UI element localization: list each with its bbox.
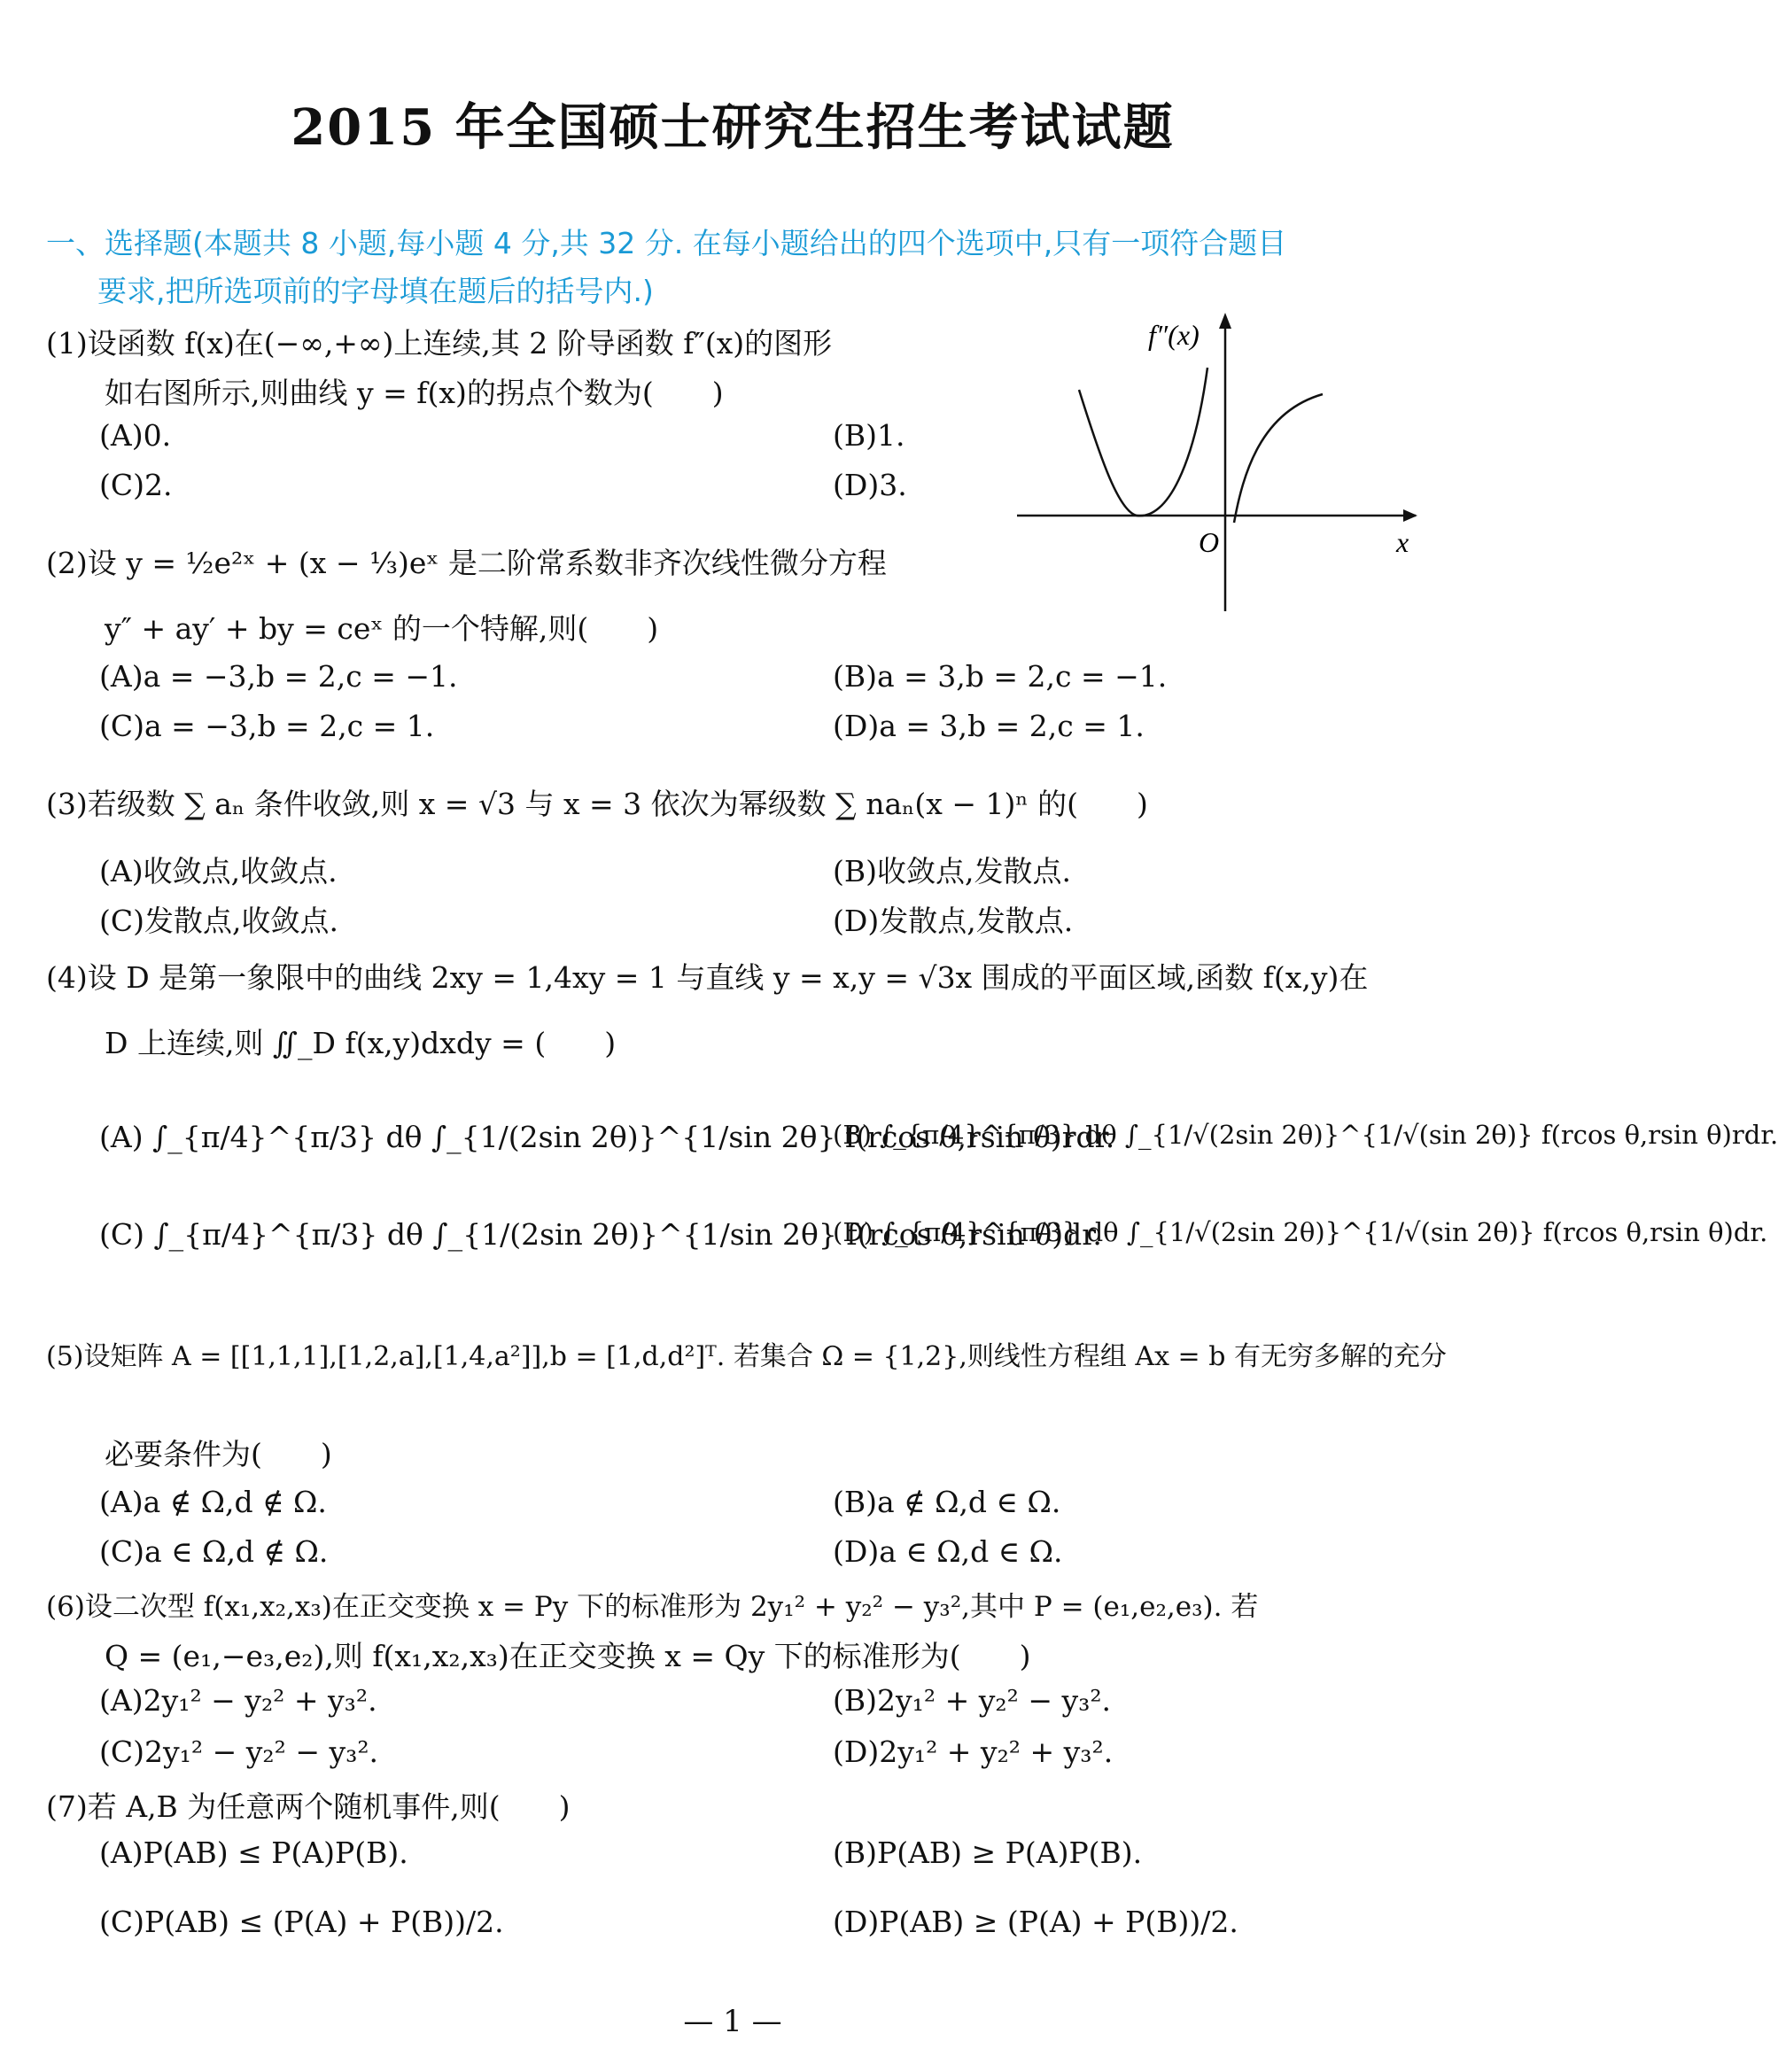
q6-option-b: (B)2y₁² + y₂² − y₃².: [833, 1683, 1112, 1718]
section-header-line1: 一、选择题(本题共 8 小题,每小题 4 分,共 32 分. 在每小题给出的四个选项中,只有一项符合题目: [46, 226, 1287, 260]
q6-stem-line1: (6)设二次型 f(x₁,x₂,x₃)在正交变换 x = Py 下的标准形为 2y₁² + y₂² − y₃²,其中 P = (e₁,e₂,e₃). 若: [46, 1591, 1259, 1623]
x-axis-arrow-icon: [1403, 509, 1417, 522]
q5-option-a: (A)a ∉ Ω,d ∉ Ω.: [99, 1485, 327, 1519]
second-derivative-graph: [1017, 306, 1425, 611]
q2-stem-line1: (2)设 y = ½e²ˣ + (x − ⅓)eˣ 是二阶常系数非齐次线性微分方程: [46, 546, 887, 580]
q6-option-d: (D)2y₁² + y₂² + y₃².: [833, 1734, 1114, 1769]
q1-option-d: (D)3.: [833, 468, 907, 502]
page-title: 2015 年全国硕士研究生招生考试试题: [291, 98, 1175, 157]
curve-left-branch: [1079, 368, 1207, 516]
q7-option-c: (C)P(AB) ≤ (P(A) + P(B))/2.: [99, 1905, 504, 1939]
q2-option-c: (C)a = −3,b = 2,c = 1.: [99, 709, 435, 743]
q2-option-b: (B)a = 3,b = 2,c = −1.: [833, 659, 1168, 694]
graph-ylabel: f″(x): [1148, 319, 1200, 351]
section-header-line2: 要求,把所选项前的字母填在题后的括号内.): [97, 274, 654, 308]
q5-option-b: (B)a ∉ Ω,d ∈ Ω.: [833, 1485, 1061, 1519]
q5-option-d: (D)a ∈ Ω,d ∈ Ω.: [833, 1534, 1063, 1569]
q4-option-b: (B) ∫_{π/4}^{π/3} dθ ∫_{1/√(2sin 2θ)}^{1/√(sin 2θ)} f(rcos θ,rsin θ)rdr.: [833, 1120, 1778, 1150]
q2-stem-line2: y″ + ay′ + by = ceˣ 的一个特解,则( ): [105, 611, 659, 646]
q7-option-b: (B)P(AB) ≥ P(A)P(B).: [833, 1835, 1143, 1870]
q4-option-d: (D) ∫_{π/4}^{π/3} dθ ∫_{1/√(2sin 2θ)}^{1/√(sin 2θ)} f(rcos θ,rsin θ)dr.: [833, 1217, 1768, 1247]
q1-option-b: (B)1.: [833, 418, 905, 453]
graph-origin-label: O: [1199, 526, 1220, 558]
y-axis-arrow-icon: [1219, 313, 1231, 329]
q4-option-a: (A) ∫_{π/4}^{π/3} dθ ∫_{1/(2sin 2θ)}^{1/sin 2θ} f(rcos θ,rsin θ)rdr.: [99, 1120, 1115, 1154]
q7-option-a: (A)P(AB) ≤ P(A)P(B).: [99, 1835, 408, 1870]
curve-right-branch: [1234, 394, 1323, 523]
q6-option-c: (C)2y₁² − y₂² − y₃².: [99, 1734, 379, 1769]
q6-option-a: (A)2y₁² − y₂² + y₃².: [99, 1683, 377, 1718]
q3-option-c: (C)发散点,收敛点.: [99, 904, 338, 938]
q7-stem-line1: (7)若 A,B 为任意两个随机事件,则( ): [46, 1789, 571, 1824]
q1-option-c: (C)2.: [99, 468, 173, 502]
q1-stem-line1: (1)设函数 f(x)在(−∞,+∞)上连续,其 2 阶导函数 f″(x)的图形: [46, 326, 833, 361]
page-number: — 1 —: [683, 2004, 782, 2039]
q4-stem-line1: (4)设 D 是第一象限中的曲线 2xy = 1,4xy = 1 与直线 y = x,y = √3x 围成的平面区域,函数 f(x,y)在: [46, 960, 1369, 995]
q3-stem-line1: (3)若级数 ∑ aₙ 条件收敛,则 x = √3 与 x = 3 依次为幂级数 ∑ naₙ(x − 1)ⁿ 的( ): [46, 787, 1148, 821]
q5-option-c: (C)a ∈ Ω,d ∉ Ω.: [99, 1534, 329, 1569]
q2-option-a: (A)a = −3,b = 2,c = −1.: [99, 659, 458, 694]
q3-option-b: (B)收敛点,发散点.: [833, 854, 1071, 889]
q2-option-d: (D)a = 3,b = 2,c = 1.: [833, 709, 1145, 743]
q7-option-d: (D)P(AB) ≥ (P(A) + P(B))/2.: [833, 1905, 1238, 1939]
q5-stem-line1: (5)设矩阵 A = [[1,1,1],[1,2,a],[1,4,a²]],b = [1,d,d²]ᵀ. 若集合 Ω = {1,2},则线性方程组 Ax = b 有无穷多解的充分: [46, 1341, 1447, 1372]
q4-stem-line2: D 上连续,则 ∬_D f(x,y)dxdy = ( ): [105, 1026, 617, 1060]
q3-option-a: (A)收敛点,收敛点.: [99, 854, 338, 889]
q5-stem-line2: 必要条件为( ): [105, 1437, 332, 1471]
q1-option-a: (A)0.: [99, 418, 172, 453]
q3-option-d: (D)发散点,发散点.: [833, 904, 1074, 938]
graph-xlabel: x: [1396, 526, 1409, 558]
q4-option-c: (C) ∫_{π/4}^{π/3} dθ ∫_{1/(2sin 2θ)}^{1/sin 2θ} f(rcos θ,rsin θ)dr.: [99, 1217, 1102, 1252]
q6-stem-line2: Q = (e₁,−e₃,e₂),则 f(x₁,x₂,x₃)在正交变换 x = Qy 下的标准形为( ): [105, 1639, 1031, 1673]
section-header: [46, 220, 1428, 315]
q1-stem-line2: 如右图所示,则曲线 y = f(x)的拐点个数为( ): [105, 376, 724, 410]
